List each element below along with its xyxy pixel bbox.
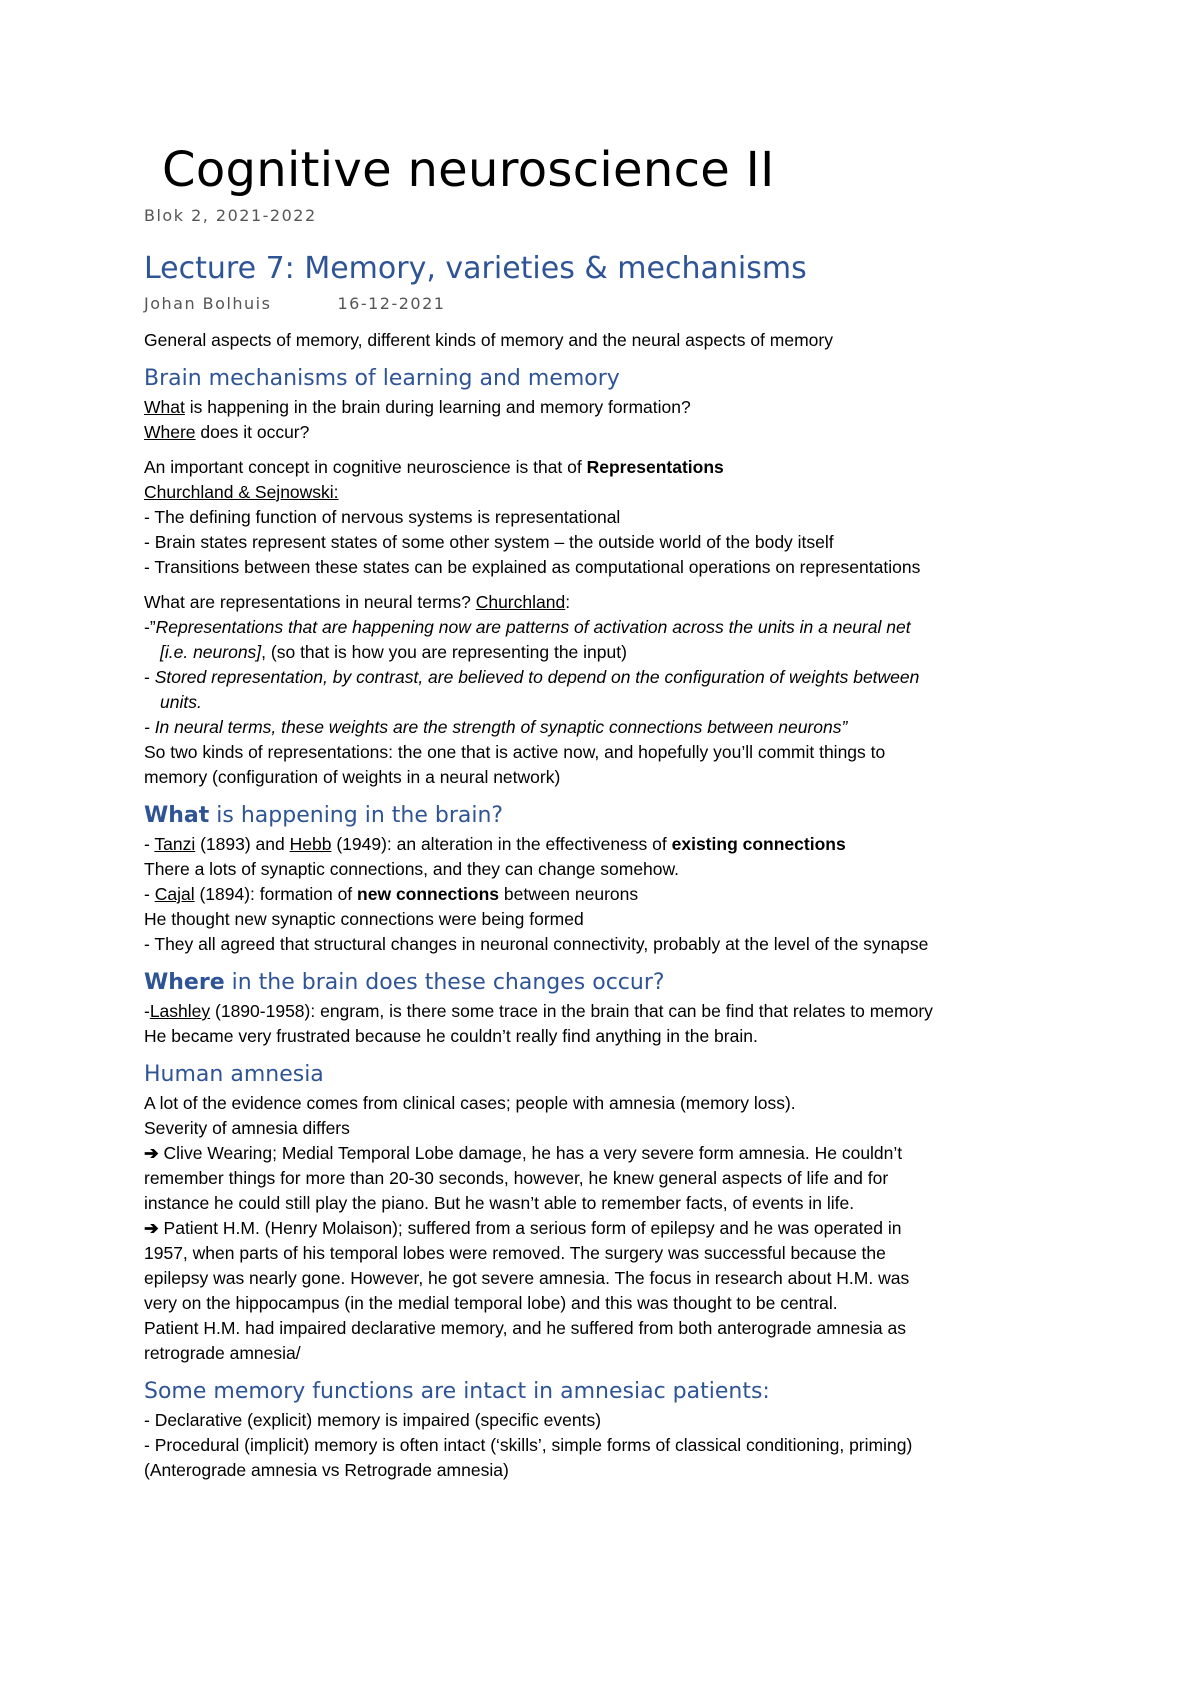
section-heading-brain-mechanisms: Brain mechanisms of learning and memory (144, 366, 620, 391)
question-where: Where does it occur? (144, 422, 310, 442)
section-heading-what-happening: What is happening in the brain? (144, 803, 504, 828)
lecture-title: Lecture 7: Memory, varieties & mechanisms (144, 251, 807, 286)
lecture-meta (144, 294, 1074, 313)
body-line: - They all agreed that structural changes in neuronal connectivity, probably at the level of the synapse (144, 934, 929, 954)
quote-line: units. (160, 692, 202, 712)
lecture-intro: General aspects of memory, different kinds of memory and the neural aspects of memory (144, 330, 833, 350)
quote-line: [i.e. neurons], (so that is how you are representing the input) (160, 642, 627, 662)
body-line: remember things for more than 20-30 seconds, however, he knew general aspects of life and for (144, 1168, 889, 1188)
body-line: Severity of amnesia differs (144, 1118, 350, 1138)
body-line: very on the hippocampus (in the medial temporal lobe) and this was thought to be central. (144, 1293, 838, 1313)
body-line: There a lots of synaptic connections, and they can change somehow. (144, 859, 680, 879)
bullet-item: - Brain states represent states of some other system – the outside world of the body itself (144, 532, 834, 552)
body-line: 1957, when parts of his temporal lobes were removed. The surgery was successful because the (144, 1243, 886, 1263)
section-heading-human-amnesia: Human amnesia (144, 1062, 324, 1087)
bullet-item: - Transitions between these states can be explained as computational operations on representations (144, 557, 921, 577)
document-subtitle: Blok 2, 2021-2022 (144, 206, 317, 225)
source-citation: Churchland & Sejnowski: (144, 482, 339, 502)
concept-line: An important concept in cognitive neuroscience is that of Representations (144, 457, 724, 477)
lashley-line: -Lashley (1890-1958): engram, is there some trace in the brain that can be find that relates to memory (144, 1001, 933, 1021)
question-what: What is happening in the brain during learning and memory formation? (144, 397, 691, 417)
lecture-date: 16-12-2021 (337, 294, 446, 313)
summary-line: memory (configuration of weights in a neural network) (144, 767, 561, 787)
quote-line: - Stored representation, by contrast, are believed to depend on the configuration of weights between (144, 667, 920, 687)
section-heading-intact-functions: Some memory functions are intact in amnesiac patients: (144, 1379, 770, 1404)
body-line: (Anterograde amnesia vs Retrograde amnesia) (144, 1460, 509, 1480)
body-line: He thought new synaptic connections were being formed (144, 909, 584, 929)
body-line: He became very frustrated because he couldn’t really find anything in the brain. (144, 1026, 758, 1046)
summary-line: So two kinds of representations: the one that is active now, and hopefully you’ll commit things to (144, 742, 886, 762)
body-line: - Procedural (implicit) memory is often intact (‘skills’, simple forms of classical conditioning, priming) (144, 1435, 913, 1455)
lecture-author: Johan Bolhuis (144, 294, 272, 313)
clive-line: ➔ Clive Wearing; Medial Temporal Lobe damage, he has a very severe form amnesia. He couldn’t (144, 1143, 903, 1163)
body-line: - Declarative (explicit) memory is impaired (specific events) (144, 1410, 602, 1430)
arrow-right-icon: ➔ (144, 1143, 159, 1163)
bullet-item: - The defining function of nervous systems is representational (144, 507, 621, 527)
body-line: epilepsy was nearly gone. However, he got severe amnesia. The focus in research about H.M. was (144, 1268, 910, 1288)
neural-terms-question: What are representations in neural terms? Churchland: (144, 592, 571, 612)
body-line: retrograde amnesia/ (144, 1343, 301, 1363)
document-body (144, 140, 1074, 1483)
body-line: A lot of the evidence comes from clinical cases; people with amnesia (memory loss). (144, 1093, 796, 1113)
document-title: Cognitive neuroscience II (162, 142, 775, 198)
section-heading-where-changes: Where in the brain does these changes occur? (144, 970, 665, 995)
quote-line: -”Representations that are happening now are patterns of activation across the units in a neural net (144, 617, 911, 637)
body-line: instance he could still play the piano. But he wasn’t able to remember facts, of events in life. (144, 1193, 855, 1213)
cajal-line: - Cajal (1894): formation of new connections between neurons (144, 884, 639, 904)
body-line: Patient H.M. had impaired declarative memory, and he suffered from both anterograde amnesia as (144, 1318, 906, 1338)
hm-line: ➔ Patient H.M. (Henry Molaison); suffered from a serious form of epilepsy and he was operated in (144, 1218, 902, 1238)
arrow-right-icon: ➔ (144, 1218, 159, 1238)
tanzi-hebb-line: - Tanzi (1893) and Hebb (1949): an alteration in the effectiveness of existing connections (144, 834, 846, 854)
quote-line: - In neural terms, these weights are the strength of synaptic connections between neurons” (144, 717, 848, 737)
